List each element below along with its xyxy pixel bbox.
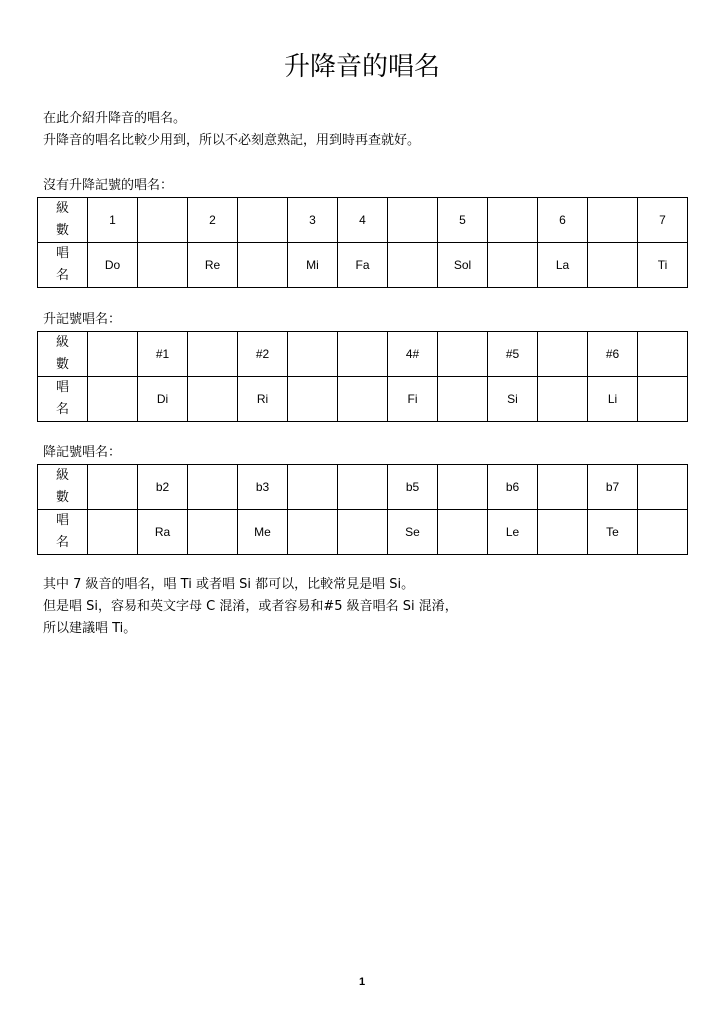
closing-line: 所以建議唱 Ti。 (43, 621, 137, 636)
table-cell (438, 510, 488, 555)
table-cell: 4# (388, 332, 438, 377)
table-cell: b5 (388, 465, 438, 510)
table-cell: b7 (588, 465, 638, 510)
table-cell: Mi (288, 243, 338, 288)
table-cell: b6 (488, 465, 538, 510)
table-cell (588, 198, 638, 243)
table-cell: Ri (238, 377, 288, 422)
name-row (38, 510, 688, 555)
table-cell: Le (488, 510, 538, 555)
table-cell: 3 (288, 198, 338, 243)
closing-line: 其中 7 級音的唱名，唱 Ti 或者唱 Si 都可以，比較常見是唱 Si。 (43, 577, 415, 592)
table-cell: Li (588, 377, 638, 422)
sharp-notes-table (37, 331, 688, 422)
table-cell: Sol (438, 243, 488, 288)
table-cell (188, 510, 238, 555)
table-cell (638, 465, 688, 510)
natural-notes-table (37, 197, 688, 288)
table-cell (288, 332, 338, 377)
table-cell (288, 465, 338, 510)
table-cell (488, 243, 538, 288)
table-cell (438, 377, 488, 422)
page-title: 升降音的唱名 (283, 52, 440, 82)
table-cell: Me (238, 510, 288, 555)
table-cell: 6 (538, 198, 588, 243)
table-cell: 7 (638, 198, 688, 243)
table-cell: Di (138, 377, 188, 422)
table-cell: La (538, 243, 588, 288)
table-cell (488, 198, 538, 243)
table-cell (338, 465, 388, 510)
table-cell: b3 (238, 465, 288, 510)
table-cell (538, 332, 588, 377)
degree-row-header: 級 數 (38, 332, 88, 377)
table-cell (538, 377, 588, 422)
table-cell (338, 377, 388, 422)
table-cell (638, 377, 688, 422)
table-cell (188, 377, 238, 422)
table-cell: #5 (488, 332, 538, 377)
intro-paragraph (43, 108, 420, 152)
table-cell (88, 377, 138, 422)
name-row-header: 唱 名 (38, 243, 88, 288)
name-row (38, 377, 688, 422)
table-cell: 5 (438, 198, 488, 243)
table-cell (438, 465, 488, 510)
table-cell (188, 332, 238, 377)
table-cell (338, 332, 388, 377)
table-cell (638, 332, 688, 377)
table-cell: #6 (588, 332, 638, 377)
table-cell (88, 510, 138, 555)
table-cell: b2 (138, 465, 188, 510)
degree-row (38, 332, 688, 377)
table-cell (238, 198, 288, 243)
sharp-table-heading: 升記號唱名： (43, 312, 122, 327)
closing-paragraph (43, 574, 458, 640)
degree-row-header: 級 數 (38, 465, 88, 510)
table-cell: 1 (88, 198, 138, 243)
table-cell: Se (388, 510, 438, 555)
table-cell (238, 243, 288, 288)
table-cell (88, 332, 138, 377)
table-cell: #2 (238, 332, 288, 377)
natural-table-heading: 沒有升降記號的唱名： (43, 178, 174, 193)
table-cell: 2 (188, 198, 238, 243)
closing-line: 但是唱 Si，容易和英文字母 C 混淆，或者容易和#5 級音唱名 Si 混淆， (43, 599, 458, 614)
table-cell: Do (88, 243, 138, 288)
table-cell (538, 465, 588, 510)
table-cell: Re (188, 243, 238, 288)
table-cell: Fa (338, 243, 388, 288)
table-cell (88, 465, 138, 510)
intro-line: 升降音的唱名比較少用到，所以不必刻意熟記，用到時再查就好。 (43, 133, 421, 148)
page-number: 1 (358, 976, 366, 988)
table-cell: #1 (138, 332, 188, 377)
table-cell (138, 243, 188, 288)
table-cell (338, 510, 388, 555)
table-cell (588, 243, 638, 288)
name-row (38, 243, 688, 288)
table-cell (538, 510, 588, 555)
name-row-header: 唱 名 (38, 510, 88, 555)
degree-row-header: 級 數 (38, 198, 88, 243)
table-cell (438, 332, 488, 377)
table-cell (638, 510, 688, 555)
table-cell: Fi (388, 377, 438, 422)
flat-table-heading: 降記號唱名： (43, 445, 122, 460)
table-cell: Ra (138, 510, 188, 555)
table-cell (388, 198, 438, 243)
table-cell (288, 510, 338, 555)
table-cell (288, 377, 338, 422)
degree-row (38, 465, 688, 510)
table-cell: Si (488, 377, 538, 422)
intro-line: 在此介紹升降音的唱名。 (43, 111, 187, 126)
table-cell: 4 (338, 198, 388, 243)
table-cell (188, 465, 238, 510)
name-row-header: 唱 名 (38, 377, 88, 422)
table-cell: Te (588, 510, 638, 555)
table-cell: Ti (638, 243, 688, 288)
table-cell (138, 198, 188, 243)
table-cell (388, 243, 438, 288)
flat-notes-table (37, 464, 688, 555)
degree-row (38, 198, 688, 243)
